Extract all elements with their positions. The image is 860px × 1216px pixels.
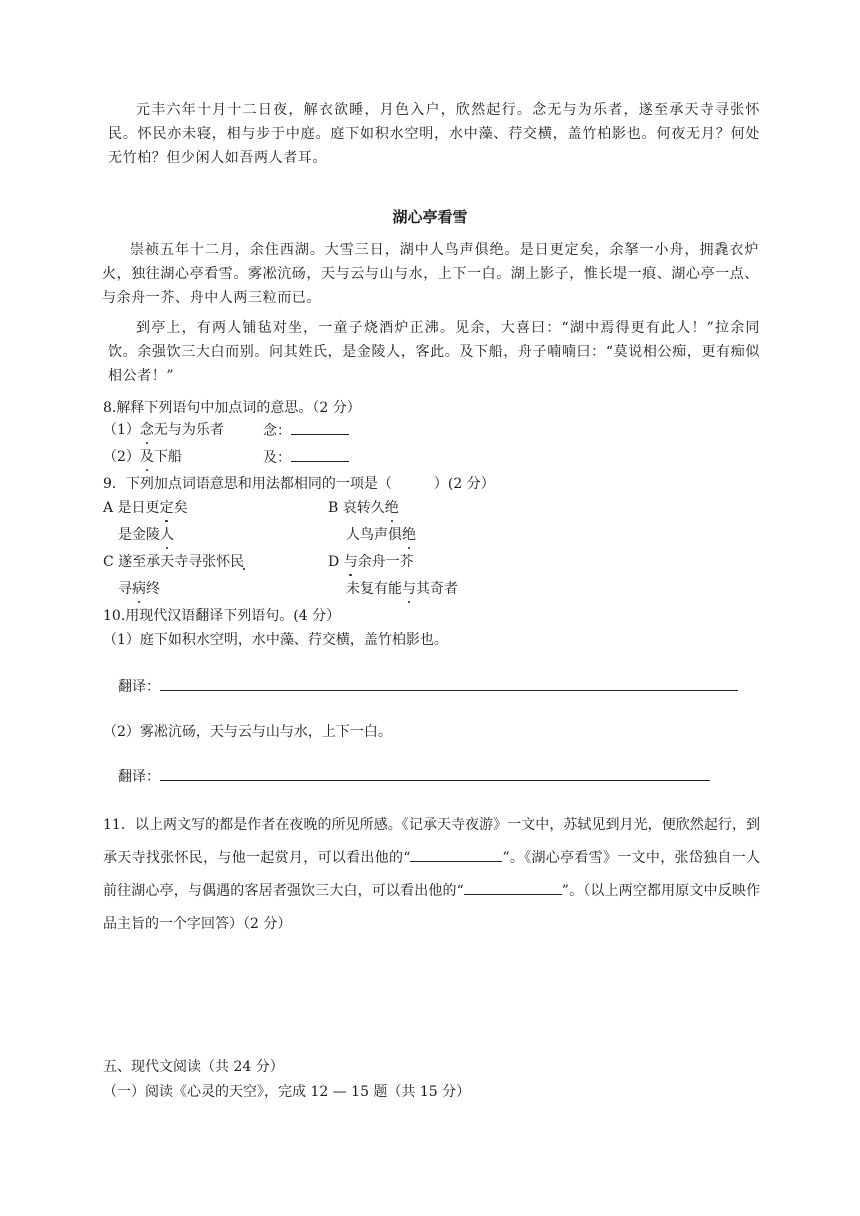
option-c-line-2: 寻病终 xyxy=(118,581,160,597)
question-8-stem: 8.解释下列语句中加点词的意思。（2 分） xyxy=(103,400,361,416)
question-11: 11．以上两文写的都是作者在夜晚的所见所感。《记承天寺夜游》一文中，苏轼见到月光，便欣然起行，到承天寺找张怀民，与他一起赏月，可以看出他的“ ”。《湖心亭看雪》一文中，张岱独自一人前往湖心亭，与偶遇的客居者强饮三大白，可以看出他的“ ”。（以上两空都用原文中反映作品主旨的一个字回答）（2 分） xyxy=(103,817,761,932)
question-9-row-a1-b1 xyxy=(103,498,563,518)
section-5-subtitle: （一）阅读《心灵的天空》，完成 12 — 15 题（共 15 分） xyxy=(103,1084,471,1100)
option-d-line-2: 未复有能与其奇者 xyxy=(346,581,458,597)
question-10-sentence-1: （1）庭下如积水空明，水中藻、荇交横，盖竹柏影也。 xyxy=(103,632,448,648)
option-a-line-2: 是金陵人 xyxy=(118,527,174,543)
section-5-title: 五、现代文阅读（共 24 分） xyxy=(103,1059,284,1075)
option-b-line-1: B 哀转久绝 xyxy=(328,500,399,516)
passage-title: 湖心亭看雪 xyxy=(392,208,468,226)
passage-huxinting-p1: 崇祯五年十二月，余住西湖。大雪三日，湖中人鸟声俱绝。是日更定矣，余拏一小舟，拥毳衣炉火，独往湖心亭看雪。雾凇沆砀，天与云与山与水，上下一白。湖上影子，惟长堤一痕、湖心亭一点、与余舟一芥、舟中人两三粒而已。 xyxy=(102,242,759,306)
question-9-row-c1-d1 xyxy=(103,552,563,572)
answer-blank-1[interactable] xyxy=(410,847,502,862)
translation-line-2: 翻译： xyxy=(118,766,710,787)
question-9-row-c2-d2 xyxy=(118,579,578,599)
option-c-line-1: C 遂至承天寺寻张怀民 xyxy=(103,554,245,570)
answer-blank[interactable] xyxy=(291,447,349,462)
answer-blank[interactable] xyxy=(291,420,349,435)
option-b-line-2: 人鸟声俱绝 xyxy=(346,527,416,543)
option-d-line-1: D 与余舟一芥 xyxy=(328,554,414,570)
translation-input-1[interactable] xyxy=(160,676,738,691)
question-8-item-1: （1）念无与为乐者 念： xyxy=(103,420,503,440)
question-10-stem: 10.用现代汉语翻译下列语句。(4 分） xyxy=(103,608,341,624)
translation-input-2[interactable] xyxy=(160,766,710,781)
emphasis-dot-char: 念 xyxy=(139,422,154,438)
option-a-line-1: A 是日更定矣 xyxy=(103,500,188,516)
translation-line-1: 翻译： xyxy=(118,676,738,697)
question-10-sentence-2: （2）雾凇沆砀，天与云与山与水，上下一白。 xyxy=(103,724,392,740)
passage-huxinting-p2: 到亭上，有两人铺毡对坐，一童子烧酒炉正沸。见余，大喜曰：“湖中焉得更有此人！”拉余同饮。余强饮三大白而别。问其姓氏，是金陵人，客此。及下船，舟子喃喃曰：“莫说相公痴，更有痴似相公者！” xyxy=(108,320,760,384)
question-9-stem: 9．下列加点词语意思和用法都相同的一项是（ ）(2 分） xyxy=(103,476,495,492)
question-9-row-a2-b2 xyxy=(118,525,578,545)
answer-blank-2[interactable] xyxy=(464,880,562,895)
question-8-item-2: （2）及下船 及： xyxy=(103,447,503,467)
emphasis-dot-char: 及 xyxy=(139,449,154,465)
passage-chengtiansi: 元丰六年十月十二日夜，解衣欲睡，月色入户，欣然起行。念无与为乐者，遂至承天寺寻张怀民。怀民亦未寝，相与步于中庭。庭下如积水空明，水中藻、荇交横，盖竹柏影也。何夜无月？何处无竹柏？但少闲人如吾两人者耳。 xyxy=(108,102,760,166)
